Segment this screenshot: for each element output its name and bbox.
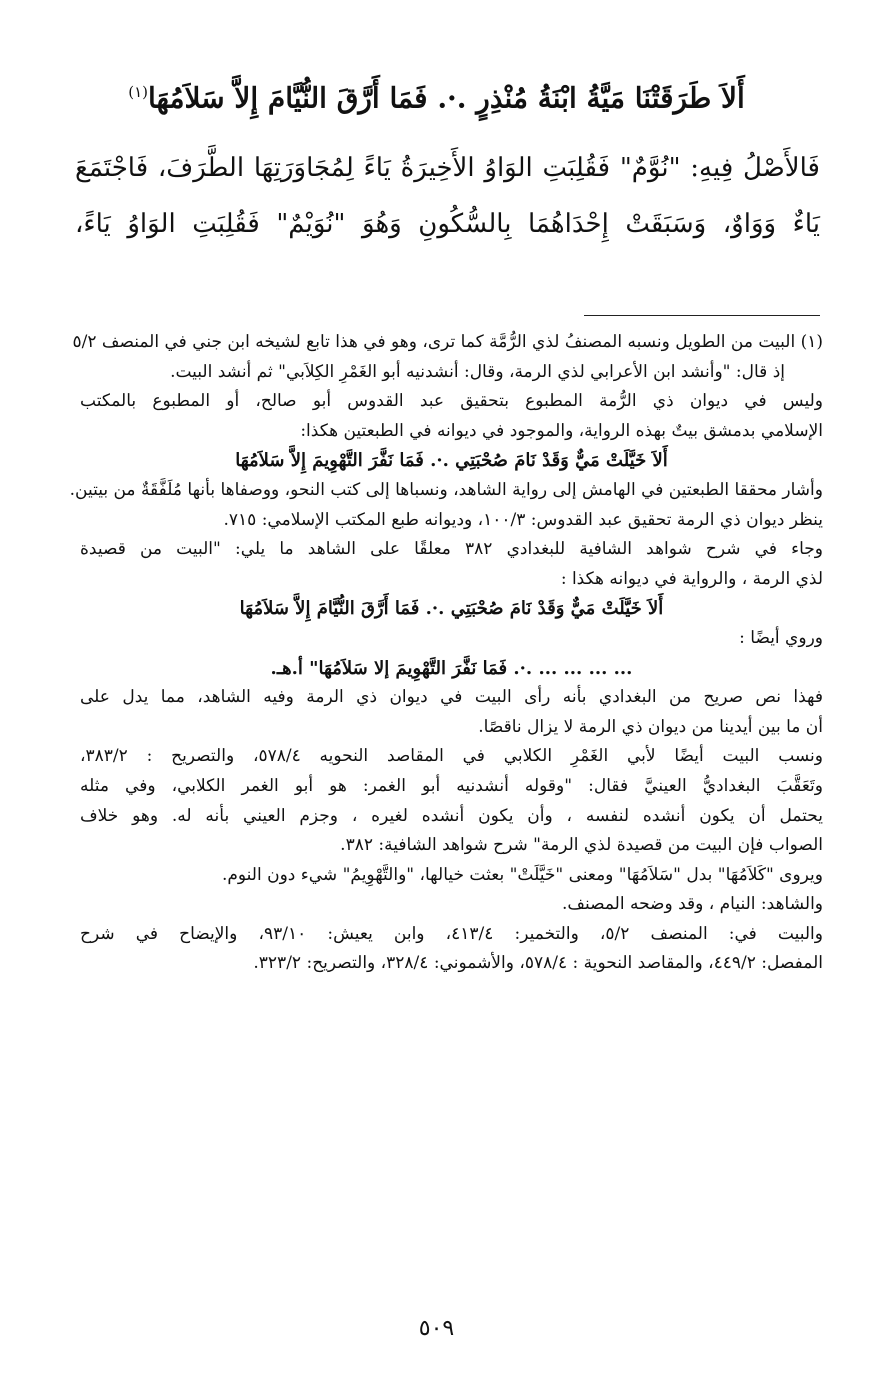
footnote-line: أن ما بين أيدينا من ديوان ذي الرمة لا يزال ناقصًا.: [478, 716, 823, 737]
footnote-line: ينظر ديوان ذي الرمة تحقيق عبد القدوس: ١٠٠/٣، وديوانه طبع المكتب الإسلامي: ٧١٥.: [223, 509, 823, 530]
footnote-verse: أَلاَ خَيَّلَتْ مَيٌّ وَقَدْ نَامَ صُحْبَتِي .·. فَمَا أَرَّقَ النُّيَّامَ إِلاَّ سَلاَمُهَا: [239, 598, 664, 620]
footnote-line: ونسب البيت أيضًا لأبي الغَمْرِ الكلابي في المقاصد النحويه ٥٧٨/٤، والتصريح : ٣٨٣/٢،: [80, 746, 823, 767]
footnote-line: الصواب فإن البيت من قصيدة لذي الرمة" شرح شواهد الشافية: ٣٨٢.: [340, 835, 823, 856]
footnote-line: إذ قال: "وأنشد ابن الأعرابي لذي الرمة، وقال: أنشدنيه أبو الغَمْرِ الكِلاَبي" ثم أنشد البيت.: [170, 361, 785, 382]
footnote-line: والبيت في: المنصف ٥/٢، والتخمير: ٤١٣/٤، وابن يعيش: ٩٣/١٠، والإيضاح في شرح: [80, 923, 823, 944]
footnote-line: وتَعَقَّبَ البغداديُّ العينيَّ فقال: "وقوله أنشدنيه أبو الغمر: هو أبو الغمر الكلابي، وفي مثله: [80, 775, 823, 796]
footnote-line: لذي الرمة ، والرواية في ديوانه هكذا :: [560, 568, 823, 589]
footnote-line: المفصل: ٤٤٩/٢، والمقاصد النحوية : ٥٧٨/٤، والأشموني: ٣٢٨/٤، والتصريح: ٣٢٣/٢.: [253, 953, 823, 974]
verse-text: أَلاَ طَرَقَتْنَا مَيَّةُ ابْنَةُ مُنْذِرٍ .·. فَمَا أَرَّقَ النُّيَّامَ إِلاَّ سَلاَمُهَا: [148, 81, 745, 115]
footnote-verse: أَلاَ خَيَّلَتْ مَيٌّ وَقَدْ نَامَ صُحْبَتِي .·. فَمَا نَفَّرَ التَّهْوِيمَ إِلاَّ سَلاَمُهَا: [235, 450, 668, 472]
main-text: [75, 140, 820, 252]
footnote-line: الإسلامي بدمشق بيتٌ بهذه الرواية، والموجود في ديوانه في الطبعتين هكذا:: [300, 420, 823, 441]
poetry-verse: [60, 62, 813, 128]
footnotes: [69, 328, 823, 979]
footnote-line: وجاء في شرح شواهد الشافية للبغدادي ٣٨٢ معلقًا على الشاهد ما يلي: "البيت من قصيدة: [80, 539, 823, 560]
footnote-line: ويروى "كَلاَمُهَا" بدل "سَلاَمُهَا" ومعنى "خَيَّلَتْ" بعثت خيالها، "والتَّهْوِيمُ" شيء دون النوم.: [221, 864, 823, 885]
footnote-line: وأشار محققا الطبعتين في الهامش إلى رواية الشاهد، ونسباها إلى كتب النحو، ووصفاها بأنها مُلَفَّقَةٌ من بيتين.: [69, 479, 823, 500]
footnote-line: وليس في ديوان ذي الرُّمة المطبوع بتحقيق عبد القدوس أبو صالح، أو المطبوع بالمكتب: [80, 391, 823, 412]
main-text-line: فَالأَصْلُ فِيهِ: "نُوَّمٌ" فَقُلِبَتِ الوَاوُ الأَخِيرَةُ يَاءً لِمُجَاوَرَتِهَا الطَّرَفَ، فَاجْتَمَعَ: [75, 153, 820, 183]
footnote-line: والشاهد: النيام ، وقد وضحه المصنف.: [561, 894, 823, 915]
footnote-line: وروي أيضًا :: [739, 627, 823, 648]
footnote-line: (١) البيت من الطويل ونسبه المصنفُ لذي الرُّمَّة كما ترى، وهو في هذا تابع لشيخه ابن جني في المنصف ٥/٢: [72, 332, 823, 352]
footnote-line: يحتمل أن يكون أنشده لنفسه ، وأن يكون أنشده لغيره ، وجزم العيني بأنه له. وهو خلاف: [80, 805, 823, 826]
page-number: ٥٠٩: [418, 1316, 455, 1341]
footnote-verse: ... ... ... ... .·. فَمَا نَفَّرَ التَّهْوِيمَ إلا سَلاَمُهَا" أ.هـ.: [270, 657, 633, 679]
footnote-reference: (١): [128, 83, 149, 101]
footnote-line: فهذا نص صريح من البغدادي بأنه رأى البيت في ديوان ذي الرمة وفيه الشاهد، مما يدل على: [80, 687, 823, 708]
main-text-line: يَاءٌ وَوَاوٌ، وَسَبَقَتْ إِحْدَاهُمَا بِالسُّكُونِ وَهُوَ "نُوَيْمٌ" فَقُلِبَتِ الوَاوُ يَاءً،: [75, 209, 820, 239]
footnote-separator: [584, 315, 820, 316]
